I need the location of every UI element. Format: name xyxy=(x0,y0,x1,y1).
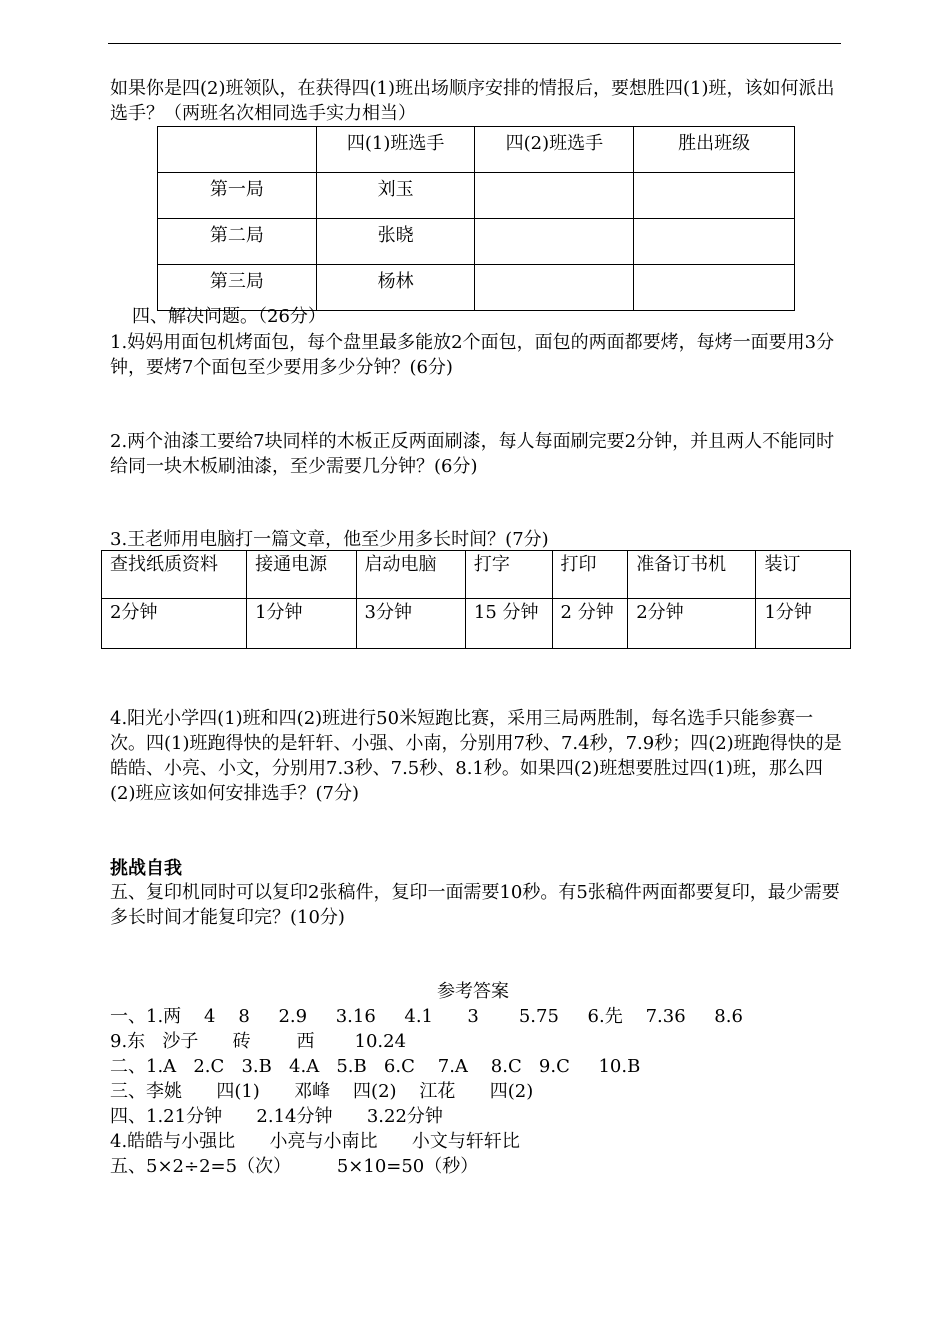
answer-line: 4.皓皓与小强比 小亮与小南比 小文与轩轩比 xyxy=(110,1131,520,1152)
table-row xyxy=(158,173,795,219)
table-cell: 杨林 xyxy=(316,265,475,311)
question-3: 3.王老师用电脑打一篇文章，他至少用多长时间？(7分) xyxy=(110,529,549,550)
challenge-heading: 挑战自我 xyxy=(110,858,182,879)
answer-line: 四、1.21分钟 2.14分钟 3.22分钟 xyxy=(110,1106,443,1127)
table-cell xyxy=(158,127,317,173)
table-cell: 启动电脑 xyxy=(356,551,465,599)
answer-line: 三、李姚 四(1) 邓峰 四(2) 江花 四(2) xyxy=(110,1081,534,1102)
table-cell[interactable] xyxy=(475,219,634,265)
table-cell: 四(1)班选手 xyxy=(316,127,475,173)
table-cell: 四(2)班选手 xyxy=(475,127,634,173)
table-cell: 接通电源 xyxy=(247,551,356,599)
table-cell: 胜出班级 xyxy=(634,127,795,173)
question-2: 2.两个油漆工要给7块同样的木板正反两面刷漆，每人每面刷完要2分钟，并且两人不能同时给同一块木板刷油漆，至少需要几分钟？(6分) xyxy=(110,431,835,477)
table-cell: 第二局 xyxy=(158,219,317,265)
table-cell[interactable] xyxy=(634,265,795,311)
challenge-question: 五、复印机同时可以复印2张稿件，复印一面需要10秒。有5张稿件两面都要复印，最少需要多长时间才能复印完？(10分) xyxy=(110,882,840,928)
table-cell: 打印 xyxy=(552,551,628,599)
intro-question: 如果你是四(2)班领队，在获得四(1)班出场顺序安排的情报后，要想胜四(1)班，该如何派出选手？（两班名次相同选手实力相当） xyxy=(110,78,835,124)
table-row xyxy=(102,599,851,649)
table-cell: 查找纸质资料 xyxy=(102,551,247,599)
task-time-table xyxy=(101,550,851,649)
answer-line: 9.东 沙子 砖 西 10.24 xyxy=(110,1031,407,1052)
table-cell: 张晓 xyxy=(316,219,475,265)
table-cell: 准备订书机 xyxy=(628,551,756,599)
table-cell: 15 分钟 xyxy=(465,599,552,649)
table-cell: 2分钟 xyxy=(628,599,756,649)
table-cell: 打字 xyxy=(465,551,552,599)
header-rule xyxy=(108,43,841,44)
table-cell[interactable] xyxy=(634,173,795,219)
table-cell: 刘玉 xyxy=(316,173,475,219)
answers-title: 参考答案 xyxy=(437,981,509,1002)
question-4: 4.阳光小学四(1)班和四(2)班进行50米短跑比赛，采用三局两胜制，每名选手只能参赛一次。四(1)班跑得快的是轩轩、小强、小南，分别用7秒、7.4秒，7.9秒；四(2)班跑得快的是皓皓、小亮、小文，分别用7.3秒、7.5秒、8.1秒。如果四(2)班想要胜过四(1)班，那么四(2)班应该如何安排选手？(7分) xyxy=(110,708,842,804)
table-cell: 2 分钟 xyxy=(552,599,628,649)
table-cell: 1分钟 xyxy=(247,599,356,649)
answer-line: 二、1.A 2.C 3.B 4.A 5.B 6.C 7.A 8.C 9.C 10.B xyxy=(110,1056,641,1077)
table-cell: 2分钟 xyxy=(102,599,247,649)
table-header-row xyxy=(102,551,851,599)
table-cell[interactable] xyxy=(475,265,634,311)
table-cell: 1分钟 xyxy=(756,599,851,649)
answer-line: 五、5×2÷2=5（次） 5×10=50（秒） xyxy=(110,1156,479,1177)
lineup-table xyxy=(157,126,795,311)
table-header-row xyxy=(158,127,795,173)
section-4-heading: 四、解决问题。（26分） xyxy=(132,306,326,327)
question-1: 1.妈妈用面包机烤面包，每个盘里最多能放2个面包，面包的两面都要烤，每烤一面要用3分钟，要烤7个面包至少要用多少分钟？(6分) xyxy=(110,332,835,378)
table-cell: 装订 xyxy=(756,551,851,599)
table-cell: 3分钟 xyxy=(356,599,465,649)
table-cell: 第三局 xyxy=(158,265,317,311)
table-row xyxy=(158,219,795,265)
table-cell[interactable] xyxy=(634,219,795,265)
answer-line: 一、1.两 4 8 2.9 3.16 4.1 3 5.75 6.先 7.36 8.6 xyxy=(110,1006,743,1027)
table-cell: 第一局 xyxy=(158,173,317,219)
table-cell[interactable] xyxy=(475,173,634,219)
